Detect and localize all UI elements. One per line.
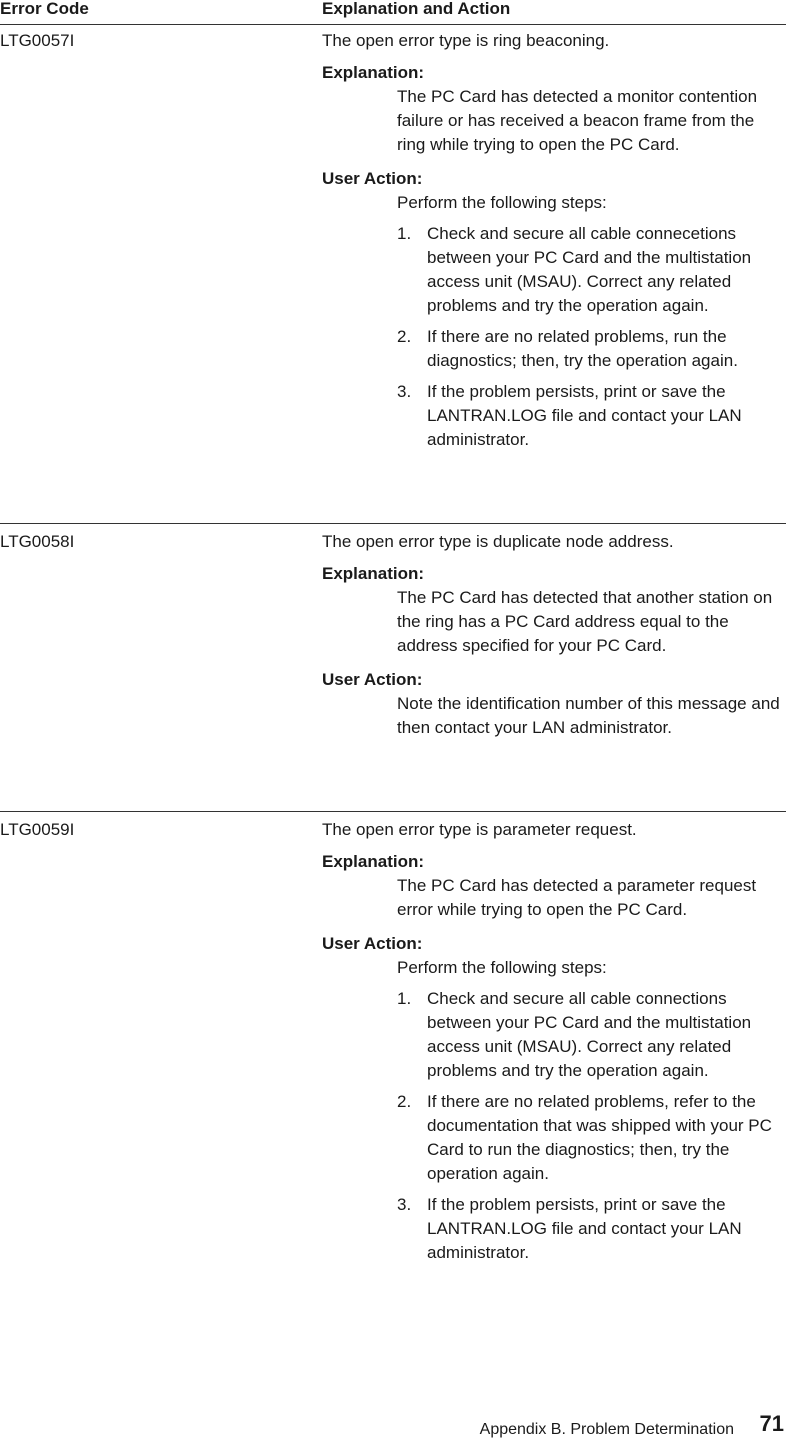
user-action-label: User Action: bbox=[322, 670, 423, 689]
action-step bbox=[397, 325, 786, 373]
user-action-label: User Action: bbox=[322, 169, 423, 188]
entry-detail bbox=[322, 29, 786, 459]
error-entry-ltg0059i bbox=[0, 811, 786, 1262]
step-number: 2. bbox=[397, 327, 412, 346]
step-number: 3. bbox=[397, 1195, 412, 1214]
entry-detail bbox=[322, 530, 786, 750]
user-action-intro: Perform the following steps: bbox=[397, 193, 607, 212]
error-code: LTG0057I bbox=[0, 31, 75, 50]
step-number: 2. bbox=[397, 1092, 412, 1111]
action-step bbox=[397, 1193, 786, 1265]
user-action-intro: Perform the following steps: bbox=[397, 958, 607, 977]
step-text: If there are no related problems, refer to the documentation that was shipped with your PC Card to run the diagnostics; then, try the operation again. bbox=[427, 1092, 772, 1183]
user-action-label: User Action: bbox=[322, 934, 423, 953]
table-header bbox=[0, 0, 786, 25]
page-number: 71 bbox=[759, 1411, 784, 1436]
step-text: Check and secure all cable connecetions between your PC Card and the multistation access unit (MSAU). Correct any related problems and try the operation again. bbox=[427, 224, 752, 315]
footer-section-title: Appendix B. Problem Determination bbox=[479, 1421, 734, 1438]
explanation-text: The PC Card has detected that another station on the ring has a PC Card address equal to the address specified for your PC Card. bbox=[397, 588, 773, 655]
explanation-label: Explanation: bbox=[322, 564, 425, 583]
user-action-text: Note the identification number of this message and then contact your LAN administrator. bbox=[397, 694, 780, 737]
error-summary: The open error type is parameter request. bbox=[322, 820, 637, 839]
step-number: 3. bbox=[397, 382, 412, 401]
action-steps bbox=[397, 222, 786, 452]
error-summary: The open error type is duplicate node address. bbox=[322, 532, 674, 551]
action-step bbox=[397, 987, 786, 1083]
error-code: LTG0059I bbox=[0, 820, 75, 839]
page-footer bbox=[0, 1412, 786, 1438]
action-steps bbox=[397, 987, 786, 1265]
step-number: 1. bbox=[397, 989, 412, 1008]
header-error-code: Error Code bbox=[0, 0, 89, 18]
error-summary: The open error type is ring beaconing. bbox=[322, 31, 610, 50]
step-number: 1. bbox=[397, 224, 412, 243]
action-step bbox=[397, 1090, 786, 1186]
entry-detail bbox=[322, 818, 786, 1272]
step-text: If the problem persists, print or save the LANTRAN.LOG file and contact your LAN administrator. bbox=[427, 1195, 742, 1262]
error-entry-ltg0058i bbox=[0, 523, 786, 737]
explanation-label: Explanation: bbox=[322, 63, 425, 82]
action-step bbox=[397, 380, 786, 452]
error-code: LTG0058I bbox=[0, 532, 75, 551]
step-text: If the problem persists, print or save the LANTRAN.LOG file and contact your LAN administrator. bbox=[427, 382, 742, 449]
explanation-label: Explanation: bbox=[322, 852, 425, 871]
header-explanation-action: Explanation and Action bbox=[322, 0, 511, 18]
action-step bbox=[397, 222, 786, 318]
step-text: Check and secure all cable connections between your PC Card and the multistation access unit (MSAU). Correct any related problems and try the operation again. bbox=[427, 989, 752, 1080]
explanation-text: The PC Card has detected a monitor contention failure or has received a beacon frame from the ring while trying to open the PC Card. bbox=[397, 87, 758, 154]
step-text: If there are no related problems, run the diagnostics; then, try the operation again. bbox=[427, 327, 738, 370]
explanation-text: The PC Card has detected a parameter request error while trying to open the PC Card. bbox=[397, 876, 757, 919]
